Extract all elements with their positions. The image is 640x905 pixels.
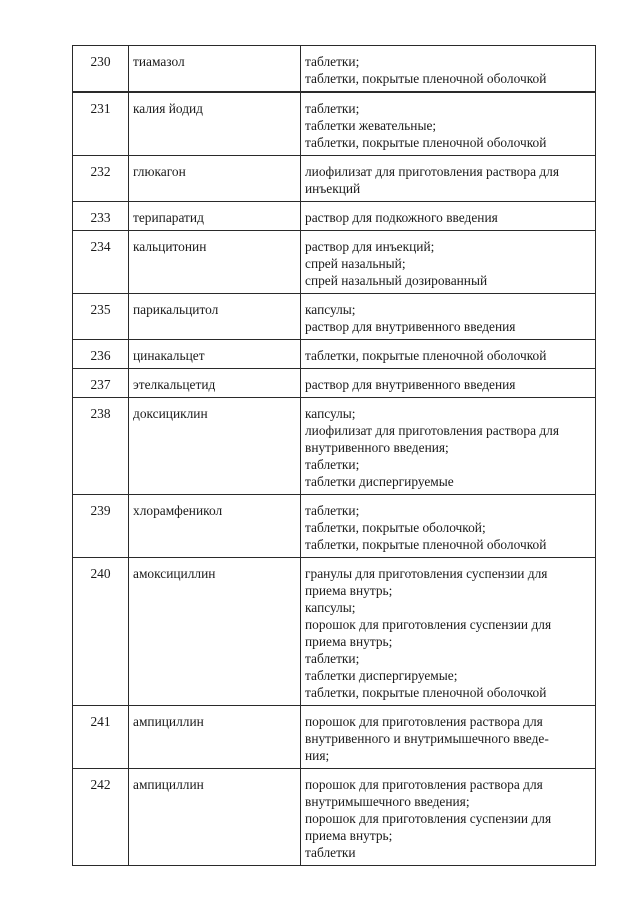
table-row <box>73 231 596 294</box>
table-row <box>73 156 596 202</box>
dosage-form-line: внутримышечного введения; <box>305 794 470 809</box>
dosage-forms <box>301 769 596 866</box>
dosage-forms <box>301 398 596 495</box>
table-row <box>73 46 596 93</box>
dosage-form-line: приема внутрь; <box>305 583 393 598</box>
drug-name: парикальцитол <box>129 294 301 340</box>
dosage-form-line: таблетки; <box>305 651 360 666</box>
dosage-forms <box>301 340 596 369</box>
dosage-form-line: капсулы; <box>305 406 356 421</box>
dosage-form-line: капсулы; <box>305 302 356 317</box>
dosage-form-line: таблетки <box>305 845 356 860</box>
table-row <box>73 769 596 866</box>
table-row <box>73 369 596 398</box>
table-row <box>73 202 596 231</box>
drug-name: ампициллин <box>129 706 301 769</box>
dosage-forms <box>301 92 596 156</box>
row-number: 230 <box>73 46 129 93</box>
dosage-form-line: таблетки диспергируемые; <box>305 668 458 683</box>
drug-name: ампициллин <box>129 769 301 866</box>
dosage-form-line: раствор для внутривенного введения <box>305 319 516 334</box>
dosage-form-line: таблетки; <box>305 457 360 472</box>
dosage-forms <box>301 46 596 93</box>
drug-name: глюкагон <box>129 156 301 202</box>
dosage-form-line: приема внутрь; <box>305 634 393 649</box>
dosage-forms <box>301 558 596 706</box>
row-number: 234 <box>73 231 129 294</box>
drug-name: терипаратид <box>129 202 301 231</box>
row-number: 237 <box>73 369 129 398</box>
table-row <box>73 340 596 369</box>
dosage-forms <box>301 706 596 769</box>
dosage-form-line: спрей назальный; <box>305 256 406 271</box>
dosage-form-line: раствор для внутривенного введения <box>305 377 516 392</box>
drug-name: хлорамфеникол <box>129 495 301 558</box>
row-number: 242 <box>73 769 129 866</box>
dosage-form-line: таблетки диспергируемые <box>305 474 454 489</box>
table-row <box>73 294 596 340</box>
dosage-form-line: внутривенного и внутримышечного введе- <box>305 731 549 746</box>
dosage-form-line: таблетки; <box>305 503 360 518</box>
dosage-form-line: раствор для подкожного введения <box>305 210 498 225</box>
dosage-form-line: лиофилизат для приготовления раствора для <box>305 164 560 179</box>
table-row <box>73 706 596 769</box>
dosage-forms <box>301 156 596 202</box>
dosage-form-line: порошок для приготовления раствора для <box>305 714 543 729</box>
dosage-form-line: таблетки, покрытые пленочной оболочкой <box>305 348 547 363</box>
dosage-form-line: гранулы для приготовления суспензии для <box>305 566 548 581</box>
medication-table <box>72 45 596 866</box>
dosage-forms <box>301 294 596 340</box>
dosage-form-line: порошок для приготовления суспензии для <box>305 617 552 632</box>
row-number: 238 <box>73 398 129 495</box>
row-number: 235 <box>73 294 129 340</box>
drug-name: калия йодид <box>129 92 301 156</box>
dosage-form-line: раствор для инъекций; <box>305 239 435 254</box>
dosage-form-line: капсулы; <box>305 600 356 615</box>
drug-name: кальцитонин <box>129 231 301 294</box>
dosage-form-line: таблетки, покрытые пленочной оболочкой <box>305 135 547 150</box>
dosage-form-line: инъекций <box>305 181 361 196</box>
row-number: 239 <box>73 495 129 558</box>
row-number: 232 <box>73 156 129 202</box>
row-number: 231 <box>73 92 129 156</box>
dosage-form-line: ния; <box>305 748 330 763</box>
table-row <box>73 495 596 558</box>
dosage-forms <box>301 495 596 558</box>
dosage-form-line: спрей назальный дозированный <box>305 273 488 288</box>
drug-name: этелкальцетид <box>129 369 301 398</box>
row-number: 241 <box>73 706 129 769</box>
row-number: 240 <box>73 558 129 706</box>
table-row <box>73 92 596 156</box>
dosage-forms <box>301 369 596 398</box>
dosage-form-line: таблетки; <box>305 54 360 69</box>
table-row <box>73 558 596 706</box>
dosage-form-line: таблетки; <box>305 101 360 116</box>
dosage-form-line: таблетки, покрытые пленочной оболочкой <box>305 71 547 86</box>
drug-name: тиамазол <box>129 46 301 93</box>
dosage-form-line: внутривенного введения; <box>305 440 449 455</box>
row-number: 236 <box>73 340 129 369</box>
table-body <box>73 46 596 866</box>
dosage-form-line: приема внутрь; <box>305 828 393 843</box>
drug-name: цинакальцет <box>129 340 301 369</box>
dosage-forms <box>301 202 596 231</box>
dosage-form-line: лиофилизат для приготовления раствора для <box>305 423 560 438</box>
dosage-form-line: таблетки, покрытые оболочкой; <box>305 520 486 535</box>
dosage-forms <box>301 231 596 294</box>
dosage-form-line: порошок для приготовления суспензии для <box>305 811 552 826</box>
drug-name: доксициклин <box>129 398 301 495</box>
dosage-form-line: порошок для приготовления раствора для <box>305 777 543 792</box>
dosage-form-line: таблетки, покрытые пленочной оболочкой <box>305 537 547 552</box>
table-row <box>73 398 596 495</box>
dosage-form-line: таблетки жевательные; <box>305 118 437 133</box>
dosage-form-line: таблетки, покрытые пленочной оболочкой <box>305 685 547 700</box>
row-number: 233 <box>73 202 129 231</box>
drug-name: амоксициллин <box>129 558 301 706</box>
